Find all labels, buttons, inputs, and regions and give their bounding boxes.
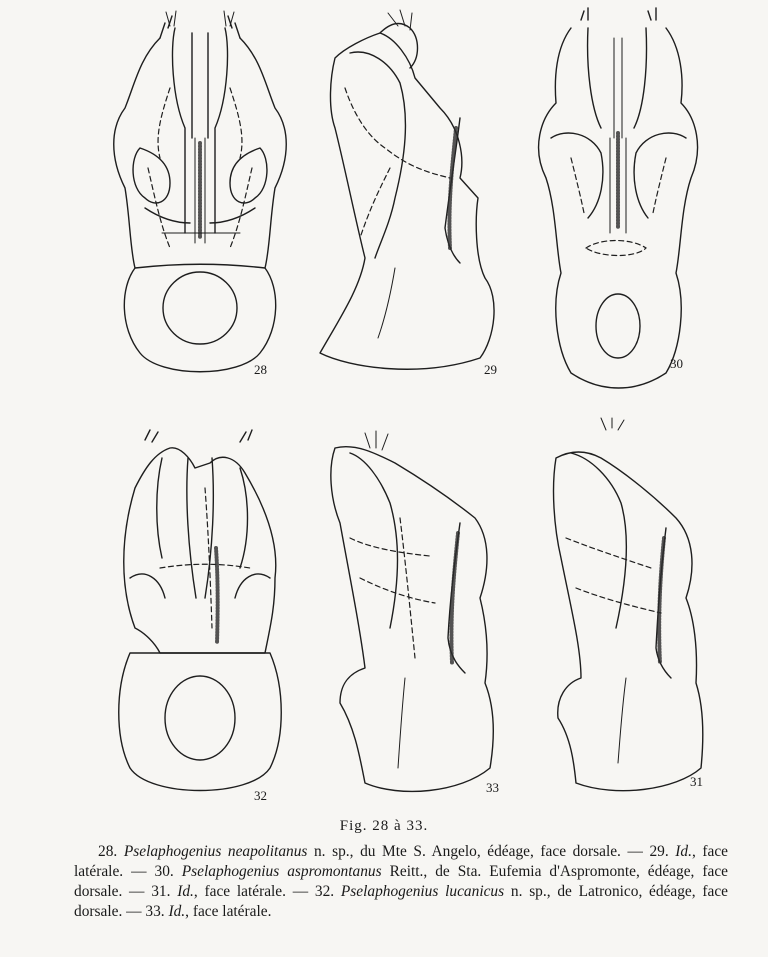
drawing-33-lateral [310,428,510,808]
figure-number-32: 32 [254,788,267,803]
caption-text-28: n. sp., du Mte S. Angelo, édéage, face dorsale. — 29. [307,843,676,860]
figure-title: Fig. 28 à 33. [339,818,429,834]
caption-id-33: Id. [168,903,186,920]
caption-text-30: Reitt., de Sta. Eufemia d'Aspromonte, édéage, face dorsale. — 31. [74,863,728,900]
caption-species-30: Pselaphogenius aspromontanus [181,863,382,880]
figure-number-30: 30 [670,356,683,371]
caption-species-32: Pselaphogenius lucanicus [340,883,505,900]
caption-text-31: , face latérale. — 32. [193,883,341,900]
drawing-32-dorsal [100,428,300,808]
caption-id-31: Id. [177,883,194,900]
figure-number-28: 28 [254,362,267,377]
drawing-28-dorsal [100,8,300,388]
caption-num-28: 28. [98,843,118,860]
figure-caption [74,842,728,922]
figure-number-33: 33 [486,780,499,795]
caption-text-33: , face latérale. [185,903,272,920]
caption-id-29: Id. [675,843,692,860]
drawing-29-lateral [310,8,510,388]
drawing-30-dorsal [526,8,706,388]
caption-species-28: Pselaphogenius neapolitanus [123,843,308,860]
caption-text-29: , face latérale. — 30. [74,843,728,880]
figure-number-29: 29 [484,362,497,377]
drawing-31-lateral [526,418,716,798]
figure-number-31: 31 [690,774,703,789]
caption-text-32: n. sp., de Latronico, édéage, face dorsale. — 33. [74,883,728,920]
